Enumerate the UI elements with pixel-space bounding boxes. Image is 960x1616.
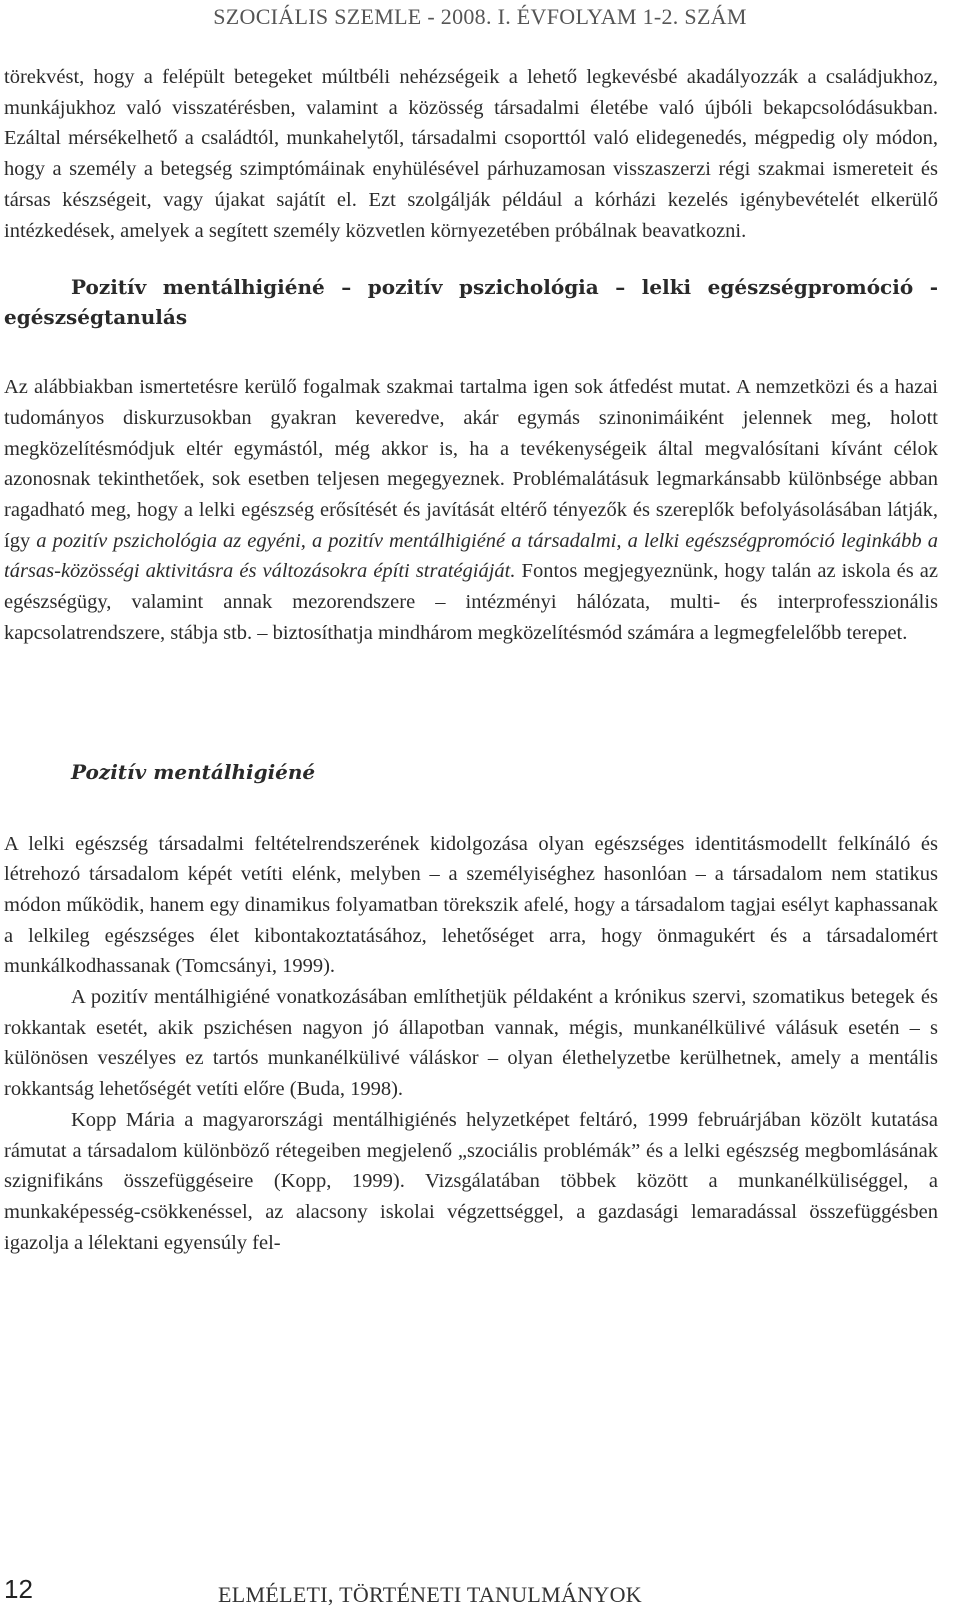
- footer-section-title: ELMÉLETI, TÖRTÉNETI TANULMÁNYOK: [218, 1582, 642, 1607]
- section-heading-positive-concepts: Pozitív mentálhigiéné – pozitív pszichológia – lelki egészségpromóció - egészségtanulás: [4, 275, 938, 330]
- paragraph-concepts-italic: a pozitív pszichológia az egyéni, a pozitív mentálhigiéné a társadalmi, a lelki egészségpromóció leginkább a társas-közösségi aktivitásra és változásokra építi stratégiáját.: [4, 529, 938, 583]
- page-number: 12: [4, 1574, 33, 1604]
- article-body: [4, 62, 938, 1258]
- paragraph-concepts-text-start: Az alábbiakban ismertetésre kerülő fogalmak szakmai tartalma igen sok átfedést mutat. A nemzetközi és a hazai tudományos diskurzusokban gyakran keveredve, akár egymás szinonimáiként jelennek meg, holott megközelítésmódjuk eltér egymástól, még akkor is, ha a tevékenységeik által megvalósítani kívánt célok azonosnak tekinthetőek, sok esetben teljesen megegyeznek. Problémalátásuk legmarkánsabb különbsége abban ragadható meg, hogy a lelki egészség erősítését és javítását eltérő tényezők és szereplők befolyásolásában látják, így: [4, 376, 938, 552]
- subsection-heading-positive-mental-hygiene: Pozitív mentálhigiéné: [71, 759, 316, 784]
- paragraph-chronic-patients: A pozitív mentálhigiéné vonatkozásában említhetjük példaként a krónikus szervi, szomatikus betegek és rokkantak esetét, akik pszichésen nagyon jó állapotban vannak, mégis, munkanélkülivé válásuk esetén – s különösen veszélyes ez tartós munkanélkülivé váláskor – olyan élethelyzetbe kerülhetnek, amely a mentális rokkantság lehetőségét vetíti előre (Buda, 1998).: [4, 986, 938, 1101]
- paragraph-concepts-overlap: [4, 372, 938, 648]
- paragraph-rehabilitation: törekvést, hogy a felépült betegeket múltbéli nehézségeik a lehető legkevésbé akadályozzák a családjukhoz, munkájukhoz való visszatérésben, valamint a közösség társadalmi életébe való újbóli bekapcsolódásukban. Ezáltal mérsékelhető a családtól, munkahelytől, társadalmi csoporttól való elidegenedés, mégpedig oly módon, hogy a személy a betegség szimptómáinak enyhülésével párhuzamosan visszaszerzi régi szakmai ismereteit és társas készségeit, vagy újakat sajátít el. Ezt szolgálják például a kórházi kezelés igénybevételét elkerülő intézkedések, amelyek a segített személy közvetlen környezetében próbálnak beavatkozni.: [4, 66, 938, 242]
- running-header: SZOCIÁLIS SZEMLE - 2008. I. ÉVFOLYAM 1-2. SZÁM: [213, 4, 747, 29]
- paragraph-concepts-text-end: Fontos megjegyeznünk, hogy talán az iskola és az egészségügy, valamint annak mezorendszere – intézményi hálózata, multi- és interprofesszionális kapcsolatrendszere, stábja stb. – biztosíthatja mindhárom megközelítésmód számára a legmegfelelőbb terepet.: [4, 560, 938, 644]
- paragraph-identity-model: A lelki egészség társadalmi feltételrendszerének kidolgozása olyan egészséges identitásmodellt felkínáló és létrehozó társadalom képét vetíti elénk, melyben – a személyiséghez hasonlóan – a társadalom nem statikus módon működik, hanem egy dinamikus folyamatban törekszik afelé, hogy a társadalom tagjai esélyt kaphassanak a lelkileg egészséges élet kibontakoztatásához, lehetőséget arra, hogy önmagukért és a társadalomért munkálkodhassanak (Tomcsányi, 1999).: [4, 832, 938, 978]
- paragraph-kopp-research: Kopp Mária a magyarországi mentálhigiénés helyzetképet feltáró, 1999 februárjában közölt kutatása rámutat a társadalom különböző rétegeiben megjelenő „szociális problémák” és a lelki egészség megbomlásának szignifikáns összefüggéseire (Kopp, 1999). Vizsgálatában többek között a munkanélküliséggel, a munkaképesség-csökkenéssel, az alacsony iskolai végzettséggel, a gazdasági lemaradással összefüggésben igazolja a lélektani egyensúly fel-: [4, 1108, 938, 1254]
